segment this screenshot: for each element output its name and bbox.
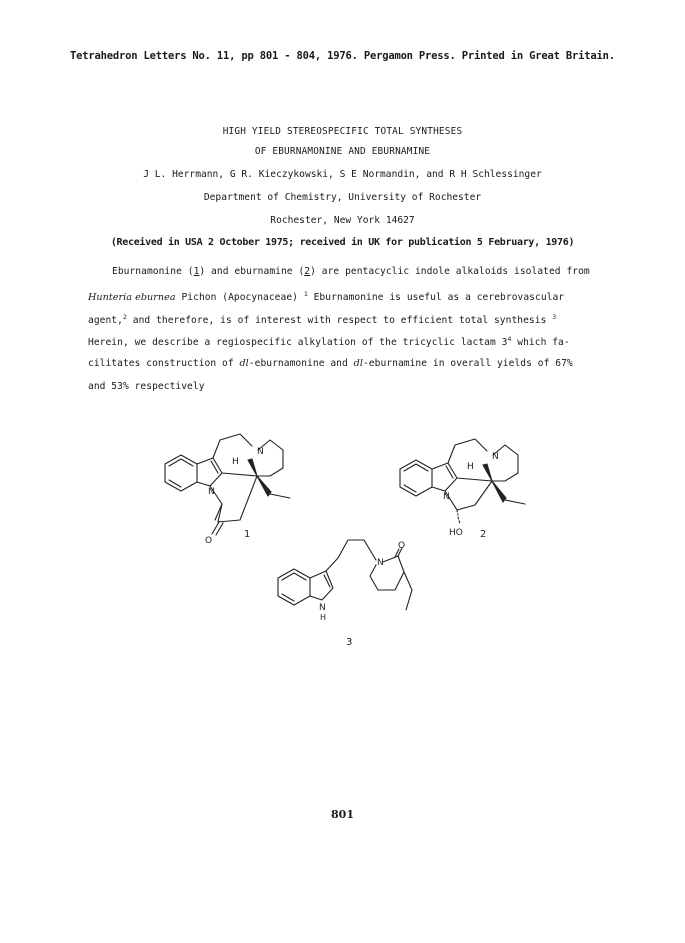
structure-2-eburnamine bbox=[400, 439, 525, 524]
paragraph-line-5: cilitates construction of dl-eburnamonine and dl-eburnamine in overall yields of 67% bbox=[88, 358, 573, 369]
affiliation-address: Rochester, New York 14627 bbox=[270, 215, 415, 226]
compound-label-3: 3 bbox=[346, 637, 353, 648]
paragraph-line-1: Eburnamonine (1) and eburnamine (2) are pentacyclic indole alkaloids isolated from bbox=[112, 266, 590, 277]
article-title-line-2: OF EBURNAMONINE AND EBURNAMINE bbox=[254, 146, 431, 157]
atom-o-1: O bbox=[205, 536, 213, 546]
structure-1-eburnamonine bbox=[165, 434, 290, 535]
received-dates: (Received in USA 2 October 1975; received in UK for publication 5 February, 1976) bbox=[110, 237, 575, 248]
affiliation-department: Department of Chemistry, University of Rochester bbox=[203, 192, 482, 203]
article-title-line-1: HIGH YIELD STEREOSPECIFIC TOTAL SYNTHESES bbox=[222, 126, 463, 137]
paragraph-line-4: Herein, we describe a regiospecific alkylation of the tricyclic lactam $3^4$ which fa- bbox=[88, 335, 570, 349]
atom-n-indole-2: N bbox=[443, 492, 450, 502]
paragraph-line-3: agent,$^2$ and therefore, is of interest with respect to efficient total synthesis $^3$ bbox=[88, 313, 557, 327]
atom-ho-2: HO bbox=[449, 528, 463, 538]
atom-h-1: H bbox=[232, 457, 239, 467]
journal-citation: Tetrahedron Letters No. 11, pp 801 - 804, 1976. Pergamon Press. Printed in Great Britain. bbox=[70, 50, 615, 62]
paragraph-line-6: and 53% respectively bbox=[88, 381, 205, 392]
atom-n-indole-3: N bbox=[319, 603, 326, 613]
page-number: 801 bbox=[331, 808, 354, 821]
paragraph-line-2: Hunteria eburnea Pichon (Apocynaceae) $^1$ Eburnamonine is useful as a cerebrovascular bbox=[88, 290, 565, 304]
atom-n-indole-1: N bbox=[208, 487, 215, 497]
compound-label-1: 1 bbox=[244, 529, 251, 540]
atom-n-3: N bbox=[377, 558, 384, 568]
chemical-structures-figure bbox=[0, 420, 685, 655]
author-list: J L. Herrmann, G R. Kieczykowski, S E Normandin, and R H Schlessinger bbox=[143, 169, 542, 180]
structure-3-lactam bbox=[278, 540, 412, 610]
atom-n-2: N bbox=[492, 452, 499, 462]
atom-h-2: H bbox=[467, 462, 474, 472]
compound-label-2: 2 bbox=[480, 529, 487, 540]
atom-h-3: H bbox=[320, 613, 327, 622]
atom-n-1: N bbox=[257, 447, 264, 457]
atom-o-3: O bbox=[398, 541, 406, 551]
